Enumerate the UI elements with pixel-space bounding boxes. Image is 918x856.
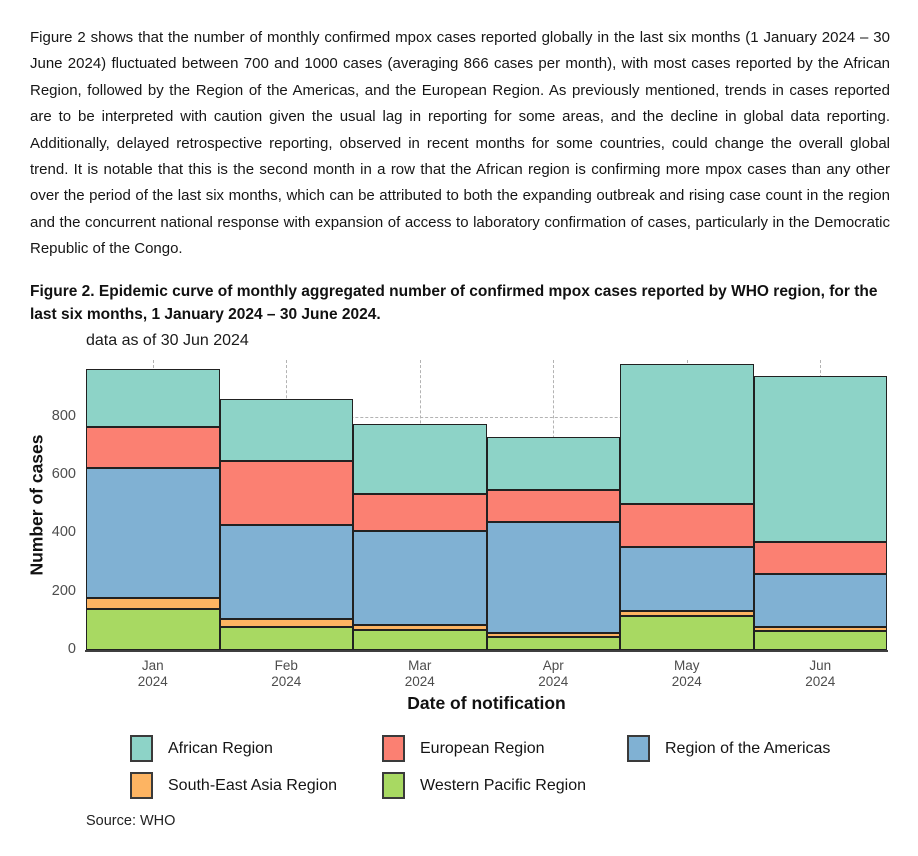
x-tick-label: Jan 2024: [137, 658, 168, 689]
plot-area: [86, 360, 887, 650]
bar-segment: [487, 522, 621, 633]
y-tick-label: 800: [51, 407, 76, 424]
bar-segment: [487, 490, 621, 522]
chart-data-as-of-note: data as of 30 Jun 2024: [86, 332, 249, 349]
legend-swatch: [382, 735, 405, 762]
bar-segment: [620, 504, 754, 546]
legend-item: [130, 772, 410, 802]
legend-item: [382, 772, 662, 802]
legend-label: Western Pacific Region: [420, 777, 586, 794]
x-tick-label: Mar 2024: [404, 658, 435, 689]
legend-swatch: [130, 735, 153, 762]
legend-item: [382, 735, 662, 765]
figure-caption: Figure 2. Epidemic curve of monthly aggregated number of confirmed mpox cases reported by WHO region, for the last six months, 1 January 2024 – 30 June 2024.: [30, 282, 878, 323]
legend-label: European Region: [420, 740, 545, 757]
bar-segment: [220, 525, 354, 620]
bar-segment: [353, 630, 487, 650]
bar-segment: [620, 547, 754, 611]
bar-segment: [353, 625, 487, 629]
bar-segment: [487, 637, 621, 650]
bar-segment: [754, 574, 888, 626]
bar-segment: [86, 427, 220, 468]
source-note: Source: WHO: [86, 813, 176, 829]
bar-segment: [754, 631, 888, 650]
x-tick-label: Feb 2024: [271, 658, 302, 689]
legend-label: Region of the Americas: [665, 740, 831, 757]
x-tick-label: May 2024: [671, 658, 702, 689]
body-paragraph: Figure 2 shows that the number of monthly confirmed mpox cases reported globally in the last six months (1 January 2024 – 30 June 2024) fluctuated between 700 and 1000 cases (averaging 866 cases per month), with most cases reported by the African Region, followed by the Region of the Americas, and the European Region. As previously mentioned, trends in cases reported are to be interpreted with caution given the usual lag in reporting for some areas, and the decline in global data reporting. Additionally, delayed retrospective reporting, observed in recent months for some countries, could change the overall global trend. It is notable that this is the second month in a row that the African region is confirming more mpox cases than any other over the period of the last six months, which can be attributed to both the expanding outbreak and rising case count in the region and the concurrent national response with expansion of access to laboratory confirmation of cases, particularly in the Democratic Republic of the Congo.: [30, 29, 890, 258]
legend-swatch: [382, 772, 405, 799]
bar-segment: [487, 437, 621, 489]
bar-segment: [754, 627, 888, 631]
bar-segment: [220, 627, 354, 650]
bar-segment: [620, 364, 754, 504]
bar-segment: [620, 616, 754, 650]
x-axis-line: [85, 650, 888, 652]
bar-segment: [86, 468, 220, 598]
bar-segment: [86, 609, 220, 650]
bar-segment: [220, 461, 354, 525]
bar-segment: [487, 633, 621, 637]
bar-segment: [220, 619, 354, 626]
y-tick-label: 0: [67, 641, 76, 657]
legend-label: African Region: [168, 740, 273, 757]
bar-segment: [353, 424, 487, 494]
legend-label: South-East Asia Region: [168, 777, 337, 794]
bar-segment: [86, 369, 220, 427]
y-axis-title: Number of cases: [26, 434, 47, 576]
bar-segment: [620, 611, 754, 617]
y-tick-label: 400: [51, 524, 76, 541]
chart-legend: [0, 733, 918, 809]
y-tick-label: 200: [51, 582, 76, 599]
legend-swatch: [130, 772, 153, 799]
bar-segment: [220, 399, 354, 460]
bar-segment: [353, 531, 487, 626]
legend-item: [130, 735, 410, 765]
bar-segment: [86, 598, 220, 610]
legend-item: [627, 735, 907, 765]
x-tick-label: Apr 2024: [538, 658, 569, 689]
x-axis-title: Date of notification: [407, 693, 566, 713]
x-tick-label: Jun 2024: [805, 658, 836, 689]
bar-segment: [754, 376, 888, 542]
bar-segment: [754, 542, 888, 574]
epidemic-curve-chart: [0, 330, 918, 722]
legend-swatch: [627, 735, 650, 762]
bar-segment: [353, 494, 487, 530]
y-tick-label: 600: [51, 466, 76, 483]
